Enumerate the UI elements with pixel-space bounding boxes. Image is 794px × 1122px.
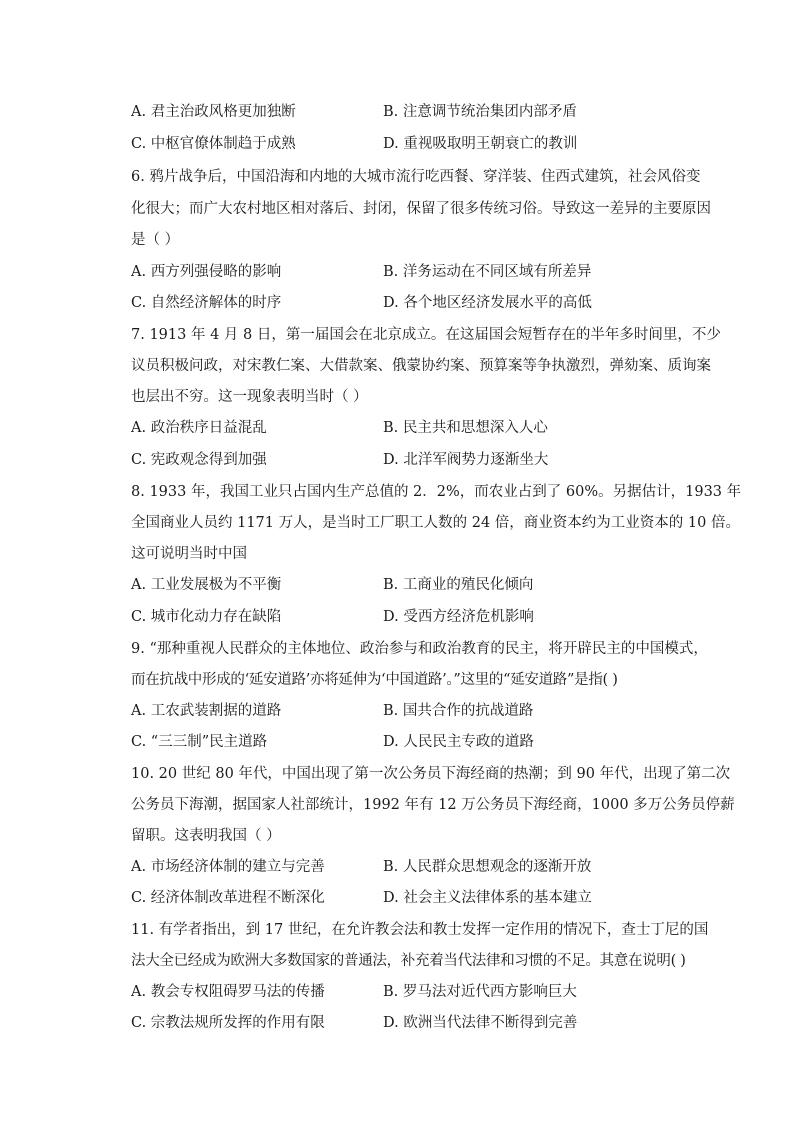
- q10-option-b[interactable]: B. 人民群众思想观念的逐渐开放: [383, 859, 592, 875]
- q6-stem-line-1: 6. 鸦片战争后，中国沿海和内地的大城市流行吃西餐、穿洋装、住西式建筑，社会风俗变: [131, 169, 701, 185]
- q8-stem-line-1: 8. 1933 年，我国工业只占国内生产总值的 2．2%，而农业占到了 60%。另据估计，1933 年: [131, 484, 742, 500]
- q5-option-b[interactable]: B. 注意调节统治集团内部矛盾: [383, 104, 577, 120]
- q6-option-a[interactable]: A. 西方列强侵略的影响: [131, 264, 282, 280]
- q11-option-b[interactable]: B. 罗马法对近代西方影响巨大: [383, 984, 577, 1000]
- q10-option-d[interactable]: D. 社会主义法律体系的基本建立: [383, 890, 592, 906]
- q6-option-d[interactable]: D. 各个地区经济发展水平的高低: [383, 295, 592, 311]
- q9-option-d[interactable]: D. 人民民主专政的道路: [383, 734, 534, 750]
- q11-option-a[interactable]: A. 教会专权阻碍罗马法的传播: [131, 984, 325, 1000]
- q5-option-d[interactable]: D. 重视吸取明王朝衰亡的教训: [383, 136, 578, 152]
- q7-option-d[interactable]: D. 北洋军阀势力逐渐坐大: [383, 452, 549, 468]
- q6-option-c[interactable]: C. 自然经济解体的时序: [131, 295, 282, 311]
- q10-stem-line-1: 10. 20 世纪 80 年代，中国出现了第一次公务员下海经商的热潮；到 90 年代，出现了第二次: [131, 766, 731, 782]
- q9-stem-line-1: 9. “那种重视人民群众的主体地位、政治参与和政治教育的民主，将开辟民主的中国模式，: [131, 641, 708, 657]
- q11-option-c[interactable]: C. 宗教法规所发挥的作用有限: [131, 1015, 325, 1031]
- q7-option-a[interactable]: A. 政治秩序日益混乱: [131, 420, 267, 436]
- q5-option-a[interactable]: A. 君主治政风格更加独断: [131, 104, 296, 120]
- q8-option-c[interactable]: C. 城市化动力存在缺陷: [131, 609, 282, 625]
- q11-stem-line-2: 法大全已经成为欧洲大多数国家的普通法，补充着当代法律和习惯的不足。其意在说明( ): [131, 953, 686, 969]
- q10-stem-line-2: 公务员下海潮，据国家人社部统计，1992 年有 12 万公务员下海经商，1000 多万公务员停薪: [131, 797, 735, 813]
- q6-option-b[interactable]: B. 洋务运动在不同区域有所差异: [383, 264, 592, 280]
- q8-option-b[interactable]: B. 工商业的殖民化倾向: [383, 577, 534, 593]
- q7-stem-line-2: 议员积极问政，对宋教仁案、大借款案、俄蒙协约案、预算案等争执激烈，弹劾案、质询案: [131, 358, 711, 374]
- q10-option-c[interactable]: C. 经济体制改革进程不断深化: [131, 890, 325, 906]
- q6-stem-line-2: 化很大；而广大农村地区相对落后、封闭，保留了很多传统习俗。导致这一差异的主要原因: [131, 201, 711, 217]
- q8-stem-line-2: 全国商业人员约 1171 万人，是当时工厂职工人数的 24 倍，商业资本约为工业资本的 10 倍。: [131, 515, 740, 531]
- q7-stem-line-1: 7. 1913 年 4 月 8 日，第一届国会在北京成立。在这届国会短暂存在的半年多时间里，不少: [131, 327, 721, 343]
- q7-option-c[interactable]: C. 宪政观念得到加强: [131, 452, 267, 468]
- q8-option-d[interactable]: D. 受西方经济危机影响: [383, 609, 534, 625]
- q7-stem-line-3: 也层出不穷。这一现象表明当时（ ）: [131, 389, 368, 405]
- q6-stem-line-3: 是（ ）: [131, 232, 180, 248]
- q9-option-b[interactable]: B. 国共合作的抗战道路: [383, 703, 534, 719]
- q8-option-a[interactable]: A. 工业发展极为不平衡: [131, 577, 282, 593]
- q5-option-c[interactable]: C. 中枢官僚体制趋于成熟: [131, 136, 296, 152]
- q9-stem-line-2: 而在抗战中形成的‘延安道路’亦将延伸为‘中国道路’。”这里的“延安道路”是指( ): [131, 672, 618, 688]
- q8-stem-line-3: 这可说明当时中国: [131, 546, 247, 562]
- q7-option-b[interactable]: B. 民主共和思想深入人心: [383, 420, 548, 436]
- q9-option-a[interactable]: A. 工农武装割据的道路: [131, 703, 282, 719]
- q10-option-a[interactable]: A. 市场经济体制的建立与完善: [131, 859, 325, 875]
- q9-option-c[interactable]: C. “三三制”民主道路: [131, 734, 268, 750]
- q11-stem-line-1: 11. 有学者指出，到 17 世纪，在允许教会法和教士发挥一定作用的情况下，查士丁尼的国: [131, 922, 709, 938]
- q10-stem-line-3: 留职。这表明我国（ ）: [131, 828, 281, 844]
- q11-option-d[interactable]: D. 欧洲当代法律不断得到完善: [383, 1015, 578, 1031]
